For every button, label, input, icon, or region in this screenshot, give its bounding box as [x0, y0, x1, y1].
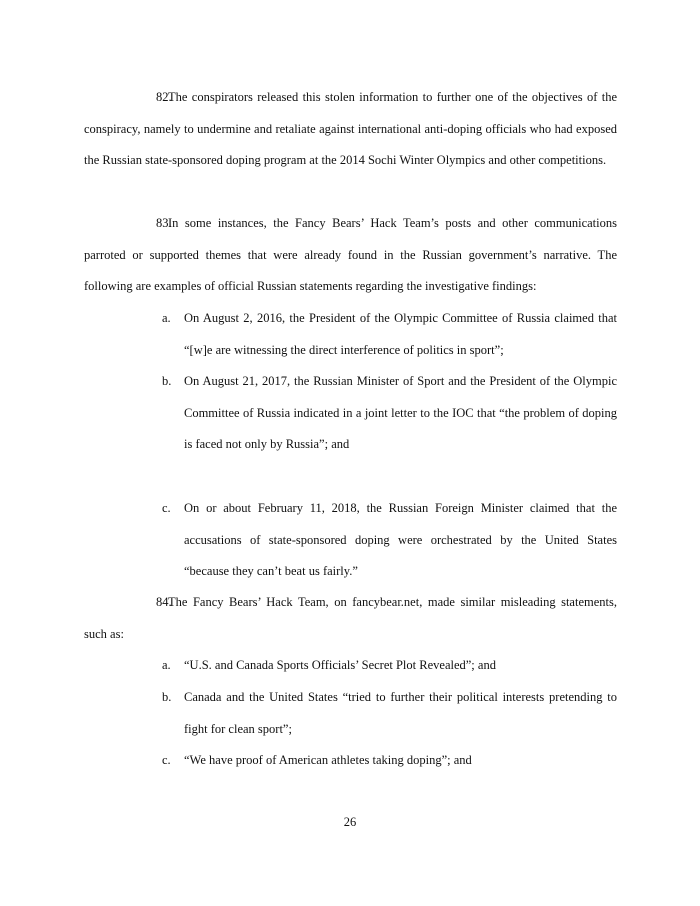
paragraph-84 — [84, 587, 617, 650]
list-item-marker: a. — [162, 658, 171, 672]
list-item-text: “U.S. and Canada Sports Officials’ Secret Plot Revealed”; and — [184, 658, 496, 672]
list-item-marker: c. — [162, 753, 171, 767]
page-number: 26 — [343, 815, 357, 829]
list-item — [162, 366, 617, 461]
list-item-marker: b. — [162, 690, 172, 704]
paragraph-text: The conspirators released this stolen information to further one of the objectives of the conspiracy, namely to undermine and retaliate against international anti-doping officials who had exposed the Russian state-sponsored doping program at the 2014 Sochi Winter Olympics and other competitions. — [84, 90, 617, 168]
paragraph-text: The Fancy Bears’ Hack Team, on fancybear.net, made similar misleading statements, such as: — [84, 595, 617, 641]
list-item-marker: c. — [162, 501, 171, 515]
list-item — [162, 303, 617, 366]
list-item-marker: a. — [162, 311, 171, 325]
list-item — [162, 745, 617, 777]
list-item — [162, 493, 617, 588]
paragraph-number: 83. — [156, 216, 172, 230]
paragraph-number: 84. — [156, 595, 172, 609]
list-item-text: On August 2, 2016, the President of the Olympic Committee of Russia claimed that “[w]e are witnessing the direct interference of politics in sport”; — [184, 311, 617, 357]
list-item — [162, 650, 617, 682]
list-item-text: Canada and the United States “tried to further their political interests pretending to fight for clean sport”; — [184, 690, 617, 736]
list-item-text: On August 21, 2017, the Russian Minister of Sport and the President of the Olympic Committee of Russia indicated in a joint letter to the IOC that “the problem of doping is faced not only by Russia”; and — [184, 374, 617, 452]
paragraph-number: 82. — [156, 90, 172, 104]
list-item-marker: b. — [162, 374, 172, 388]
paragraph-83 — [84, 208, 617, 303]
paragraph-82 — [84, 82, 617, 177]
list-item — [162, 682, 617, 745]
list-item-text: “We have proof of American athletes taking doping”; and — [184, 753, 472, 767]
list-item-text: On or about February 11, 2018, the Russian Foreign Minister claimed that the accusations of state-sponsored doping were orchestrated by the United States “because they can’t beat us fairly.” — [184, 501, 617, 579]
paragraph-text: In some instances, the Fancy Bears’ Hack Team’s posts and other communications parroted or supported themes that were already found in the Russian government’s narrative. The following are examples of official Russian statements regarding the investigative findings: — [84, 216, 617, 294]
